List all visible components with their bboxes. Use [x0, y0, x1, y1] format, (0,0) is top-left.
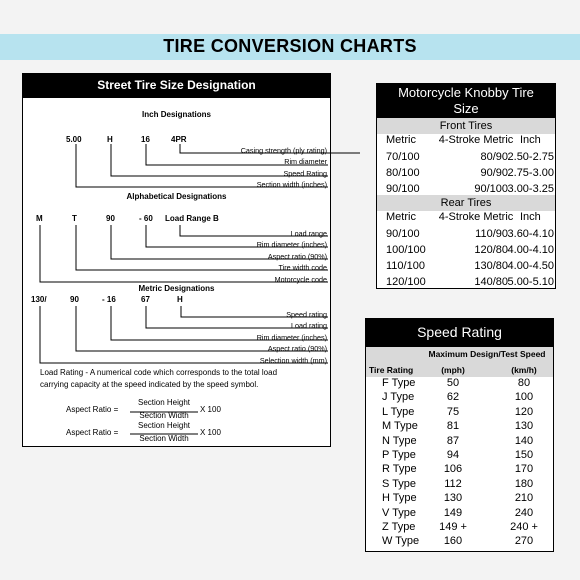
speed-row-kmh: 180 — [514, 477, 534, 490]
inch-code-rim: 16 — [141, 135, 150, 144]
rear-tires-header: Rear Tires — [377, 195, 555, 211]
aspect-formula-1-label: Aspect Ratio = — [66, 405, 119, 414]
knobby-cell-metric: 120/100 — [386, 276, 426, 288]
speed-row-kmh: 120 — [514, 405, 534, 418]
knobby-cell-4stroke: 90/100 — [474, 183, 508, 195]
knobby-cell-4stroke: 120/80 — [474, 244, 508, 256]
speed-row-mph: 130 — [443, 492, 463, 505]
alpha-label-load: Load range — [290, 229, 327, 238]
alpha-code-width: T — [72, 214, 77, 223]
speed-row-mph: 160 — [443, 535, 463, 548]
speed-row-type: F Type — [382, 377, 416, 389]
alpha-label-width: Tire width code — [278, 263, 327, 272]
alpha-label-aspect: Aspect ratio (90%) — [267, 252, 327, 261]
speed-row-mph: 149 — [443, 506, 463, 519]
speed-row-type: R Type — [382, 463, 417, 476]
knobby-cell-metric: 90/100 — [386, 183, 420, 195]
knobby-title-line1: Motorcycle Knobby Tire — [398, 85, 534, 100]
speed-row-type: S Type — [382, 477, 417, 490]
knobby-cell-inch: 4.00-4.10 — [507, 244, 554, 256]
speed-row-mph: 94 — [446, 449, 460, 461]
speed-row-mph: 50 — [446, 377, 460, 389]
speed-row-kmh: 150 — [514, 449, 534, 461]
load-rating-note: Load Rating - A numerical code which corresponds to the total load carrying capacity at the speed indicated by the speed symbol. — [40, 368, 278, 389]
metric-label-rim: Rim diameter (inches) — [256, 333, 327, 342]
metric-code-width: 130/ — [31, 295, 47, 304]
alpha-code-motorcycle: M — [36, 214, 43, 223]
knobby-col-metric: Metric — [386, 134, 416, 146]
knobby-cell-4stroke: 130/80 — [474, 260, 508, 272]
speed-col-type: Tire Rating — [369, 365, 414, 375]
speed-row-kmh: 80 — [517, 377, 531, 389]
street-tire-header: Street Tire Size Designation — [22, 73, 331, 98]
aspect-formula-2-label: Aspect Ratio = — [66, 428, 119, 437]
knobby-cell-4stroke: 110/90 — [475, 228, 508, 240]
speed-row-mph: 62 — [446, 391, 460, 404]
speed-row-type: H Type — [382, 492, 417, 505]
metric-label-load: Load rating — [291, 321, 327, 330]
metric-label-aspect: Aspect ratio (90%) — [267, 344, 327, 353]
knobby-col-metric: Metric — [386, 211, 416, 223]
front-tires-header: Front Tires — [377, 118, 555, 134]
knobby-col-inch: Inch — [520, 211, 541, 223]
knobby-cell-inch: 3.00-3.25 — [507, 183, 554, 195]
page-title: TIRE CONVERSION CHARTS — [163, 36, 417, 56]
speed-row-kmh: 240 + — [510, 521, 538, 533]
aspect-formula-1-multiplier: X 100 — [200, 405, 221, 414]
speed-row-type: M Type — [382, 420, 418, 433]
metric-code-aspect: 90 — [70, 295, 79, 304]
inch-label-casing: Casing strength (ply rating) — [240, 146, 327, 155]
aspect-formula-2-numerator: Section Height — [137, 421, 191, 430]
knobby-cell-inch: 5.00-5.10 — [507, 276, 554, 288]
speed-row-type: W Type — [382, 535, 420, 548]
knobby-cell-metric: 90/100 — [386, 228, 420, 240]
speed-row-mph: 81 — [446, 420, 460, 433]
speed-row-kmh: 240 — [514, 506, 534, 519]
knobby-cell-inch: 2.50-2.75 — [507, 151, 554, 163]
knobby-cell-metric: 80/100 — [386, 167, 420, 179]
metric-code-rim: - 16 — [102, 295, 116, 304]
speed-row-type: N Type — [382, 434, 417, 447]
alpha-code-rim: - 60 — [139, 214, 153, 223]
inch-code-speed: H — [107, 135, 113, 144]
alpha-label-rim: Rim diameter (inches) — [256, 240, 327, 249]
metric-label-width: Selection width (mm) — [259, 356, 327, 365]
knobby-cell-inch: 2.75-3.00 — [507, 167, 554, 179]
aspect-formula-2-denominator: Section Width — [139, 434, 189, 443]
speed-row-type: J Type — [382, 391, 415, 404]
speed-row-kmh: 140 — [514, 434, 534, 447]
knobby-col-4stroke: 4-Stroke Metric — [438, 134, 514, 146]
metric-label-speed: Speed rating — [286, 310, 327, 319]
knobby-cell-inch: 4.00-4.50 — [507, 260, 554, 272]
metric-code-load: 67 — [141, 295, 150, 304]
speed-row-type: V Type — [382, 506, 417, 519]
speed-row-type: P Type — [382, 449, 416, 461]
knobby-col-4stroke: 4-Stroke Metric — [438, 211, 514, 223]
inch-label-rim: Rim diameter — [284, 157, 327, 166]
alpha-code-load: Load Range B — [165, 214, 219, 223]
speed-row-kmh: 170 — [514, 463, 534, 476]
aspect-formula-1-numerator: Section Height — [137, 398, 191, 407]
alpha-label-motorcycle: Motorcycle code — [274, 275, 327, 284]
inch-designations-heading: Inch Designations — [142, 110, 211, 119]
speed-row-kmh: 130 — [514, 420, 534, 433]
inch-code-width: 5.00 — [66, 135, 82, 144]
knobby-col-inch: Inch — [520, 134, 541, 146]
metric-code-speed: H — [177, 295, 183, 304]
speed-row-mph: 106 — [443, 463, 463, 476]
inch-label-speed: Speed Rating — [283, 169, 327, 178]
knobby-cell-metric: 110/100 — [386, 260, 425, 272]
inch-label-width: Section width (inches) — [256, 180, 327, 189]
speed-header-main: Maximum Design/Test Speed — [428, 349, 546, 359]
speed-row-kmh: 100 — [514, 391, 534, 404]
knobby-cell-metric: 100/100 — [386, 244, 426, 256]
speed-row-mph: 112 — [444, 477, 462, 490]
speed-row-mph: 149 + — [439, 521, 467, 533]
speed-col-kmh: (km/h) — [511, 365, 537, 375]
speed-row-type: Z Type — [382, 521, 416, 533]
knobby-cell-4stroke: 140/80 — [474, 276, 508, 288]
speed-rating-title: Speed Rating — [365, 318, 554, 347]
knobby-cell-inch: 3.60-4.10 — [507, 228, 554, 240]
knobby-cell-metric: 70/100 — [386, 151, 420, 163]
speed-row-type: L Type — [382, 405, 415, 418]
speed-col-mph: (mph) — [441, 365, 465, 375]
metric-designations-heading: Metric Designations — [138, 284, 215, 293]
aspect-formula-1-denominator: Section Width — [139, 411, 189, 420]
speed-row-kmh: 270 — [514, 535, 534, 548]
alpha-designations-heading: Alphabetical Designations — [126, 192, 227, 201]
knobby-tire-title — [376, 83, 556, 118]
knobby-cell-4stroke: 90/90 — [480, 167, 508, 179]
speed-row-mph: 87 — [446, 434, 460, 447]
knobby-title-line2: Size — [453, 101, 479, 116]
inch-code-ply: 4PR — [171, 135, 187, 144]
speed-row-mph: 75 — [446, 405, 460, 418]
speed-row-kmh: 210 — [514, 492, 534, 505]
alpha-code-aspect: 90 — [106, 214, 115, 223]
aspect-formula-2-multiplier: X 100 — [200, 428, 221, 437]
knobby-cell-4stroke: 80/90 — [480, 151, 508, 163]
